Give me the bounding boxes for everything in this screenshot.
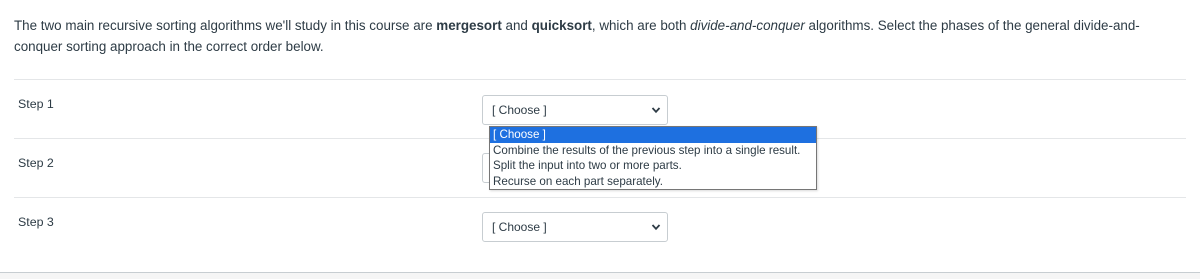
question-text	[14, 15, 1184, 57]
dropdown-option-choose[interactable]: [ Choose ]	[490, 127, 816, 143]
bottom-border	[0, 272, 1200, 279]
step-3-label: Step 3	[18, 215, 54, 229]
step-3-select[interactable]	[482, 212, 668, 242]
dropdown-option-split[interactable]: Split the input into two or more parts.	[493, 159, 682, 172]
divide-and-conquer-term: divide-and-conquer	[690, 18, 805, 33]
step-3-selected-value: [ Choose ]	[492, 220, 547, 234]
dropdown-option-combine[interactable]: Combine the results of the previous step into a single result.	[493, 143, 801, 157]
divider	[14, 197, 1186, 198]
chevron-down-icon	[651, 222, 661, 232]
step-2-label: Step 2	[18, 156, 54, 170]
step-1-selected-value: [ Choose ]	[492, 103, 547, 117]
step-1-select[interactable]	[482, 95, 668, 125]
step-1-dropdown-list	[489, 126, 817, 190]
question-text-part1: The two main recursive sorting algorithms we'll study in this course are	[14, 18, 437, 33]
divider	[14, 79, 1186, 80]
quicksort-term: quicksort	[531, 18, 592, 33]
question-text-part3: algorithms. Select the phases of the general divide-and-conquer sorting approach in the correct order below.	[14, 18, 1140, 54]
dropdown-option-recurse[interactable]: Recurse on each part separately.	[493, 174, 663, 188]
question-text-and: and	[501, 18, 532, 33]
chevron-down-icon	[651, 105, 661, 115]
question-text-part2: , which are both	[591, 18, 691, 33]
mergesort-term: mergesort	[436, 18, 502, 33]
step-1-label: Step 1	[18, 97, 54, 111]
